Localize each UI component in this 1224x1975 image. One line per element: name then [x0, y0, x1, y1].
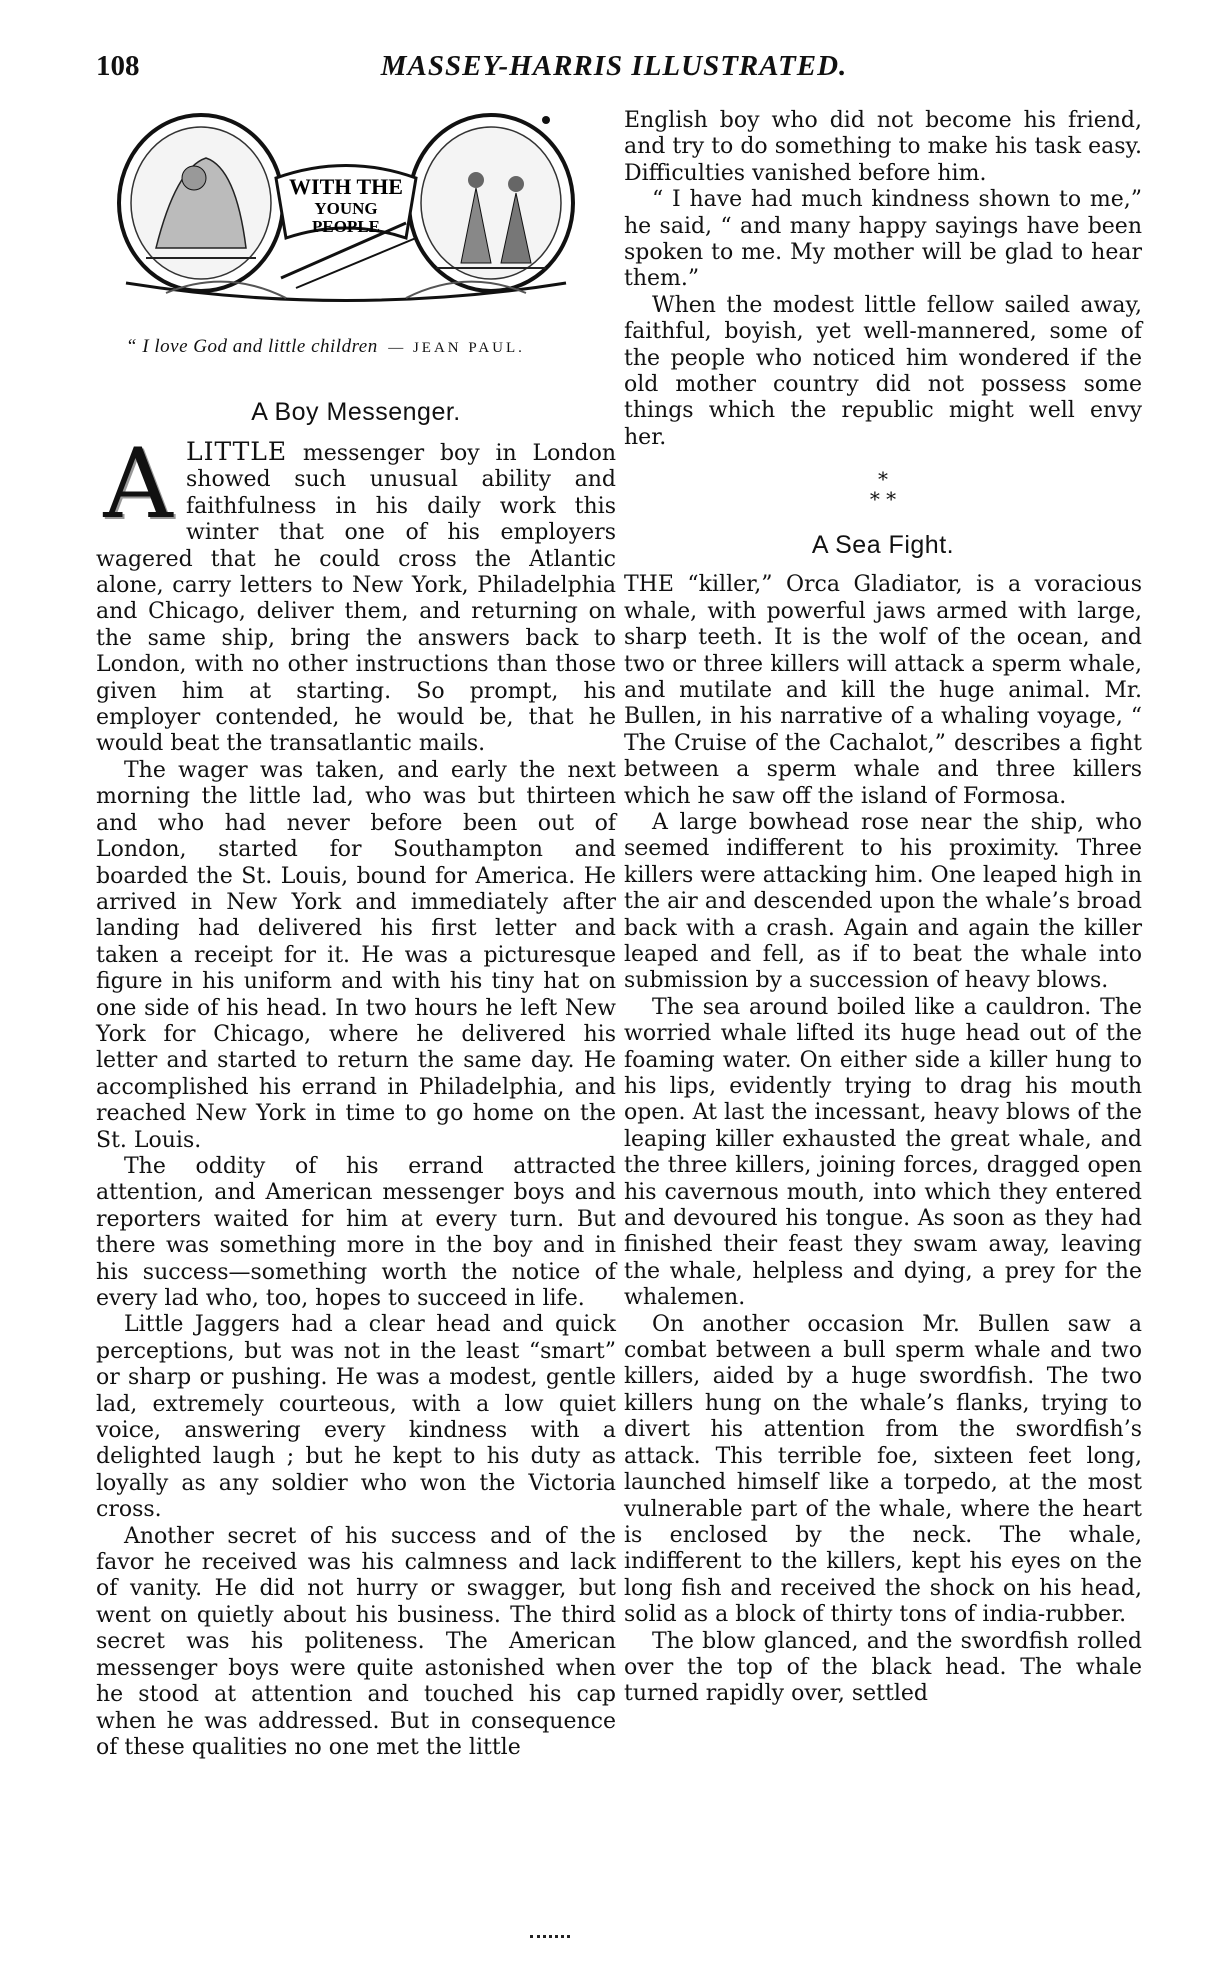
paragraph: On another occasion Mr. Bullen saw a combat between a bull sperm whale and two killers, aided by a huge swordfish. The two killers hung on the whale’s flanks, trying to divert his attention from the swordfish’s attack. This terrible foe, sixteen feet long, launched himself like a torpedo, at the most vulnerable part of the whale, where the heart is enclosed by the neck. The whale, indifferent to the killers, kept his eyes on the long fish and received the shock on his head, solid as a block of thirty tons of india-rubber.	[624, 1311, 1142, 1628]
drop-cap: A	[103, 428, 173, 540]
article-heading-boy-messenger: A Boy Messenger.	[251, 398, 461, 426]
vignette-illustration	[106, 108, 586, 328]
epigraph	[126, 336, 616, 358]
first-word: LITTLE	[186, 437, 288, 466]
paragraph: The blow glanced, and the swordfish rolled over the top of the black head. The whale turned rapidly over, settled	[624, 1628, 1142, 1707]
right-column	[624, 108, 1142, 1708]
article-body-boy-messenger	[96, 428, 616, 1761]
footer-ornament	[530, 1935, 570, 1942]
left-column	[96, 108, 616, 1761]
paragraph: “ I have had much kindness shown to me,” he said, “ and many happy sayings have been spoken to me. My mother will be glad to hear them.”	[624, 187, 1142, 292]
epigraph-quote: “ I love God and little children	[126, 336, 378, 357]
banner-line1: WITH THE	[289, 174, 403, 199]
epigraph-author: — JEAN PAUL.	[388, 340, 525, 356]
paragraph	[96, 428, 616, 758]
paragraph-text: messenger boy in London showed such unusual ability and faithfulness in his daily work this winter that one of his employers wagered that he could cross the Atlantic alone, carry letters to New York, Philadelphia and Chicago, deliver them, and returning on the same ship, bring the answers back to London, with no other instructions than those given him at starting. So prompt, his employer contended, he would be, that he would beat the transatlantic mails.	[96, 441, 616, 757]
paragraph: THE “killer,” Orca Gladiator, is a voracious whale, with powerful jaws armed with large, sharp teeth. It is the wolf of the ocean, and two or three killers will attack a sperm whale, and mutilate and kill the huge animal. Mr. Bullen, in his narrative of a whaling voyage, “ The Cruise of the Cachalot,” describes a fight between a sperm whale and three killers which he saw off the island of Formosa.	[624, 572, 1142, 809]
banner-line2: YOUNG	[314, 199, 378, 218]
banner-line3: PEOPLE	[311, 217, 381, 236]
paragraph: When the modest little fellow sailed away, faithful, boyish, yet well-mannered, some of the people who noticed him wondered if the old mother country did not possess some things which the republic might well envy her.	[624, 292, 1142, 450]
section-asterism	[624, 467, 1142, 512]
paragraph: The oddity of his errand attracted attention, and American messenger boys and reporters waited for him at every turn. But there was something more in the boy and in his success—something worth the notice of every lad who, too, hopes to succeed in life.	[96, 1153, 616, 1311]
paragraph: The sea around boiled like a cauldron. The worried whale lifted its huge head out of the foaming water. On either side a killer hung to his lips, evidently trying to drag his mouth open. At last the incessant, heavy blows of the leaping killer exhausted the great whale, and the three killers, joining forces, dragged open his cavernous mouth, into which they entered and devoured his tongue. As soon as they had finished their feast they swam away, leaving the whale, helpless and dying, a prey for the whalemen.	[624, 994, 1142, 1311]
page-number: 108	[96, 50, 140, 82]
paragraph-continued: English boy who did not become his friend, and try to do something to make his task easy. Difficulties vanished before him.	[624, 108, 1142, 186]
young-people-vignette	[106, 108, 586, 328]
paragraph: Another secret of his success and of the favor he received was his calmness and lack of vanity. He did not hurry or swagger, but went on quietly about his business. The third secret was his politeness. The American messenger boys were quite astonished when he stood at attention and touched his cap when he was addressed. But in consequence of these qualities no one met the little	[96, 1523, 616, 1760]
paragraph: Little Jaggers had a clear head and quick perceptions, but was not in the least “smart” or sharp or pushing. He was a modest, gentle lad, extremely courteous, with a low quiet voice, answering every kindness with a delighted laugh ; but he kept to his duty as loyally as any soldier who won the Victoria cross.	[96, 1312, 616, 1523]
asterism-glyphs: * * *	[869, 467, 897, 512]
page-header	[96, 50, 1132, 90]
paragraph: A large bowhead rose near the ship, who seemed indifferent to his proximity. Three killers were attacking him. One leaped high in the air and descended upon the whale’s broad back with a crash. Again and again the killer leaped and fell, as if to beat the whale into submission by a succession of heavy blows.	[624, 809, 1142, 994]
running-title: MASSEY-HARRIS ILLUSTRATED.	[380, 50, 848, 82]
article-heading-sea-fight: A Sea Fight.	[811, 531, 955, 560]
paragraph: The wager was taken, and early the next morning the little lad, who was but thirteen and who had never before been out of London, started for Southampton and boarded the St. Louis, bound for America. He arrived in New York and immediately after landing had delivered his first letter and taken a receipt for it. He was a picturesque figure in his uniform and with his tiny hat on one side of his head. In two hours he left New York for Chicago, where he delivered his letter and started to return the same day. He accomplished his errand in Philadelphia, and reached New York in time to go home on the St. Louis.	[96, 757, 616, 1153]
